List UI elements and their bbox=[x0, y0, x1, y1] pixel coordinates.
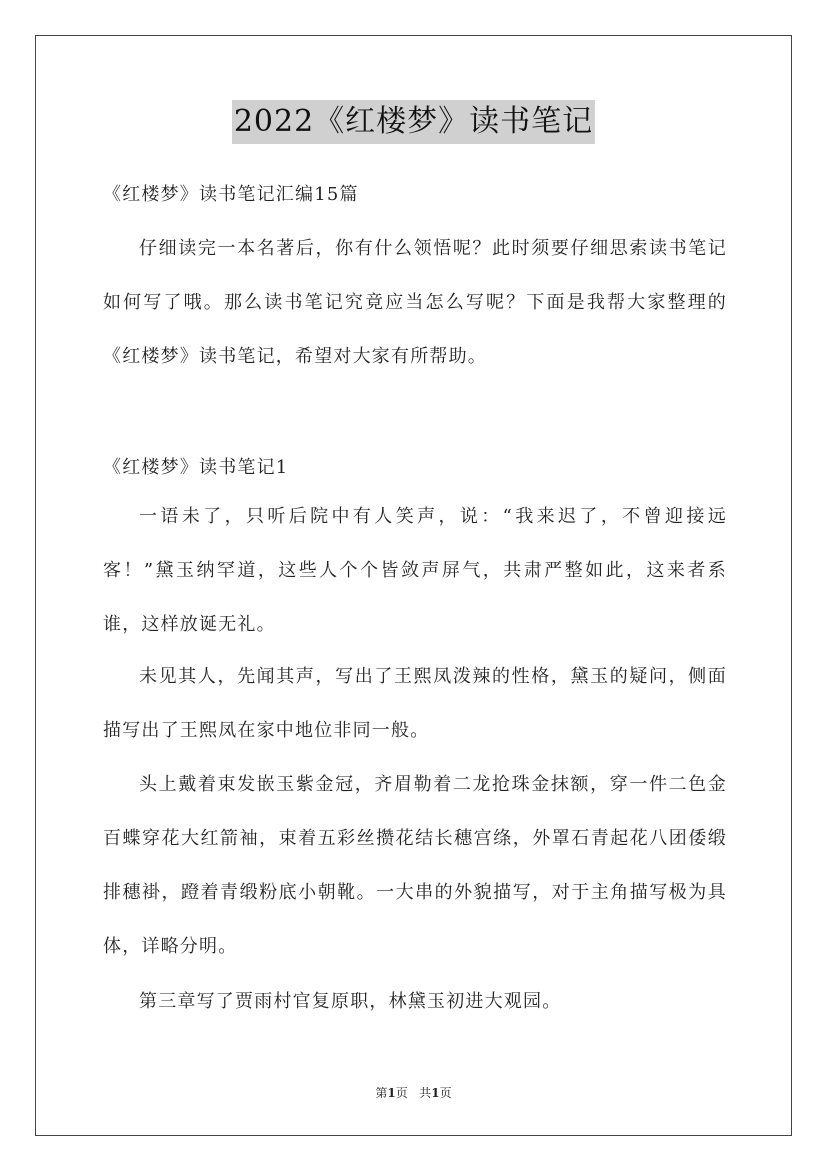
total-pages-number: 1 bbox=[431, 1086, 440, 1100]
total-label-suffix: 页 bbox=[439, 1086, 452, 1100]
page-label-suffix: 页 bbox=[395, 1086, 408, 1100]
section-heading: 《红楼梦》读书笔记1 bbox=[103, 457, 289, 478]
paragraph-1: 一语未了，只听后院中有人笑声，说：“我来迟了，不曾迎接远客！”黛玉纳罕道，这些人个个皆敛声屏气，共肃严整如此，这来者系谁，这样放诞无礼。 bbox=[103, 506, 727, 635]
paragraph-4: 第三章写了贾雨村官复原职，林黛玉初进大观园。 bbox=[139, 991, 562, 1012]
title-container bbox=[0, 100, 827, 144]
page-label-prefix: 第 bbox=[375, 1086, 388, 1100]
total-label-prefix: 共 bbox=[419, 1086, 432, 1100]
current-page-number: 1 bbox=[387, 1086, 396, 1100]
document-title: 2022《红楼梦》读书笔记 bbox=[232, 100, 595, 144]
paragraph-2: 未见其人，先闻其声，写出了王熙凤泼辣的性格，黛玉的疑问，侧面描写出了王熙凤在家中地位非同一般。 bbox=[103, 666, 727, 741]
paragraph-3: 头上戴着束发嵌玉紫金冠，齐眉勒着二龙抢珠金抹额，穿一件二色金百蝶穿花大红箭袖，束着五彩丝攒花结长穗宫绦，外罩石青起花八团倭缎排穗褂，蹬着青缎粉底小朝靴。一大串的外貌描写，对于主角描写极为具体，详略分明。 bbox=[103, 774, 727, 957]
document-subtitle: 《红楼梦》读书笔记汇编15篇 bbox=[103, 184, 359, 205]
intro-paragraph: 仔细读完一本名著后，你有什么领悟呢？此时须要仔细思索读书笔记如何写了哦。那么读书笔记究竟应当怎么写呢？下面是我帮大家整理的《红楼梦》读书笔记，希望对大家有所帮助。 bbox=[103, 238, 727, 367]
page-footer bbox=[0, 1084, 827, 1101]
